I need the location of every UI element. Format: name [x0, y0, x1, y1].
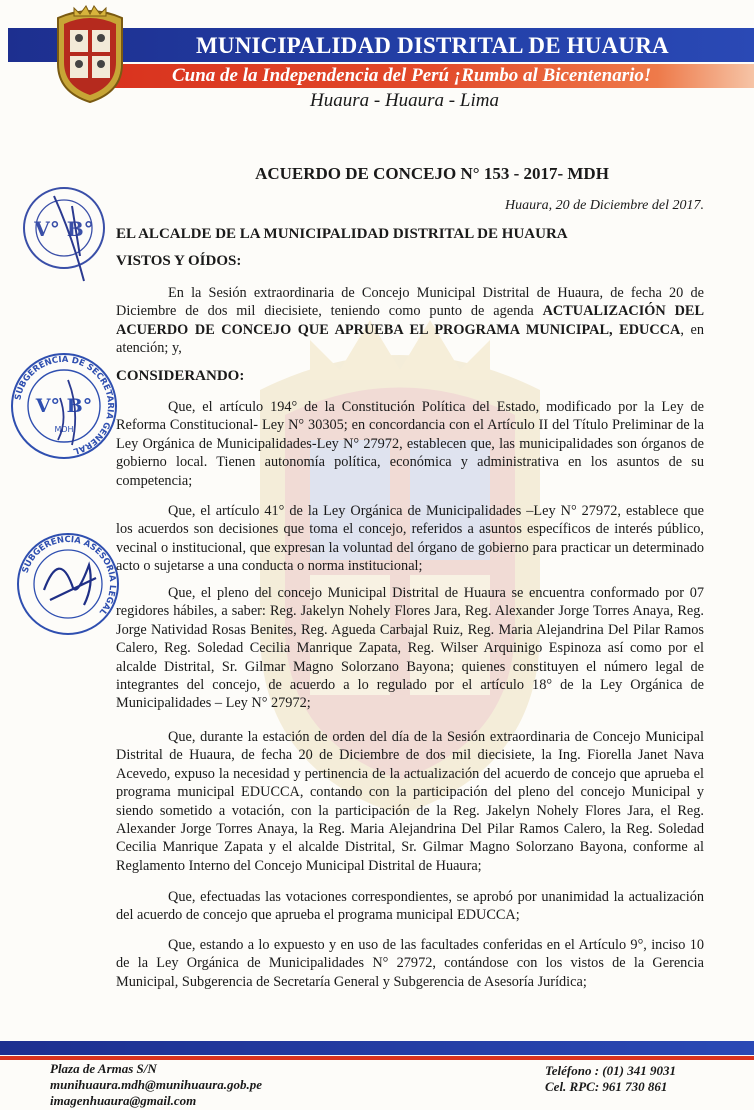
svg-text:MDH: MDH: [54, 425, 74, 434]
municipality-location: Huaura - Huaura - Lima: [310, 90, 499, 111]
svg-text:V° B°: V° B°: [34, 217, 94, 241]
secretaria-general-stamp: [8, 350, 120, 462]
footer-blue-band: [0, 1041, 754, 1055]
considerando-paragraph-4: Que, durante la estación de orden del día de la Sesión extraordinaria de Concejo Municipal Distrital de Huaura, de fecha 20 de Diciembre de dos mil diecisiete, la Ing. Fiorella Janet Nava Acevedo, expuso la necesidad y pertinencia de la actualización del acuerdo de concejo que aprueba el programa municipal EDUCCA, contando con la participación del pleno del concejo Municipal y siendo sometido a votación, con la participación de la Reg. Jakelyn Nohely Flores Jara, el Reg. Alexander Jorge Torres Anaya, la Reg. Maria Alejandrina Del Pilar Ramos Calero, la Reg. Soledad Cecilia Manrique Zapata y el alcalde Distrital, Sr. Gilmar Magno Solorzano Bayona, conforme al Reglamento Interno del Concejo Municipal Distrital de Huaura;: [116, 729, 704, 874]
considerando-paragraph-6: Que, estando a lo expuesto y en uso de las facultades conferidas en el Artículo 9°, inciso 10 de la Ley Orgánica de Municipalidades N° 27972, contándose con los vistos de la Gerencia Municipal, Subgerencia de Secretaría General y Subgerencia de Asesoría Jurídica;: [116, 937, 704, 990]
visto-bueno-alcaldia-stamp: [14, 176, 116, 286]
considerando-paragraph-5: Que, efectuadas las votaciones correspondientes, se aprobó por unanimidad la actualización del acuerdo de concejo que aprueba el programa municipal EDUCCA;: [116, 889, 704, 924]
footer-email-2[interactable]: imagenhuaura@gmail.com: [50, 1093, 197, 1108]
footer-email-1[interactable]: munihuaura.mdh@munihuaura.gob.pe: [50, 1077, 263, 1092]
asesoria-legal-stamp: [14, 530, 122, 638]
vistos-paragraph: En la Sesión extraordinaria de Concejo Municipal Distrital de Huaura, de fecha 20 de Diciembre de dos mil diecisiete, teniendo como punto de agenda ACTUALIZACIÓN DEL ACUERDO DE CONCEJO QUE APRUEBA EL PROGRAMA MUNICIPAL, EDUCCA, en atención; y,: [116, 285, 704, 357]
considerando-heading: CONSIDERANDO:: [116, 368, 245, 384]
considerando-paragraph-2: Que, el artículo 41° de la Ley Orgánica de Municipalidades –Ley N° 27972, establece que los acuerdos son decisiones que toma el concejo, referidos a asuntos específicos de interés público, vecinal o institucional, que expresan la voluntad del órgano de gobierno para practicar un determinado acto o sujetarse a una conducta o norma institucional;: [116, 503, 704, 575]
vistos-heading: VISTOS Y OÍDOS:: [116, 253, 242, 269]
document-title: ACUERDO DE CONCEJO N° 153 - 2017- MDH: [255, 164, 609, 183]
svg-text:V° B°: V° B°: [35, 395, 93, 417]
document-date: Huaura, 20 de Diciembre del 2017.: [505, 198, 704, 213]
footer-red-band: [0, 1056, 754, 1060]
municipality-title: MUNICIPALIDAD DISTRITAL DE HUAURA: [196, 33, 669, 58]
footer-rpc: Cel. RPC: 961 730 861: [545, 1079, 668, 1094]
footer-phone: Teléfono : (01) 341 9031: [545, 1063, 676, 1078]
municipal-crest-logo: [48, 4, 132, 104]
footer-address: Plaza de Armas S/N: [50, 1061, 157, 1076]
footer-contact-left: [50, 1061, 262, 1109]
svg-text:SUBGERENCIA DE SECRETARIA GENE: SUBGERENCIA DE SECRETARIA GENERAL: [13, 354, 116, 456]
footer-contact-right: [545, 1063, 676, 1095]
considerando-paragraph-3: Que, el pleno del concejo Municipal Distrital de Huaura se encuentra conformado por 07 regidores hábiles, a saber: Reg. Jakelyn Nohely Flores Jara, Reg. Alexander Jorge Torres Anaya, Reg. Jorge Natividad Rosas Benites, Reg. Agueda Carbajal Ruiz, Reg. Maria Alejandrina Del Pilar Ramos Calero, Reg. Soledad Cecilia Manrique Zapata, Reg. Wilser Arquinigo Espinoza así como por el alcalde Distrital, Sr. Gilmar Magno Solorzano Bayona; quienes constituyen el número legal de integrantes del concejo, de acuerdo a lo regulado por el artículo 18° de la Ley Orgánica de Municipalidades – Ley N° 27972;: [116, 585, 704, 712]
svg-text:SUBGERENCIA ASESORIA LEGAL: SUBGERENCIA ASESORIA LEGAL: [20, 534, 118, 617]
considerando-paragraph-1: Que, el artículo 194° de la Constitución Política del Estado, modificado por la Ley de Reforma Constitucional- Ley N° 30305; en concordancia con el Artículo II del Título Preliminar de la Ley Orgánica de Municipalidades-Ley N° 27972, establecen que, las municipalidades son órganos de gobierno local. Tienen autonomía política, económica y administrativa en los asuntos de su competencia;: [116, 399, 704, 489]
agenda-item: ACTUALIZACIÓN DEL ACUERDO DE CONCEJO QUE APRUEBA EL PROGRAMA MUNICIPAL, EDUCCA: [116, 303, 704, 338]
municipality-slogan: Cuna de la Independencia del Perú ¡Rumbo al Bicentenario!: [172, 65, 652, 86]
authority-heading: EL ALCALDE DE LA MUNICIPALIDAD DISTRITAL DE HUAURA: [116, 226, 568, 242]
